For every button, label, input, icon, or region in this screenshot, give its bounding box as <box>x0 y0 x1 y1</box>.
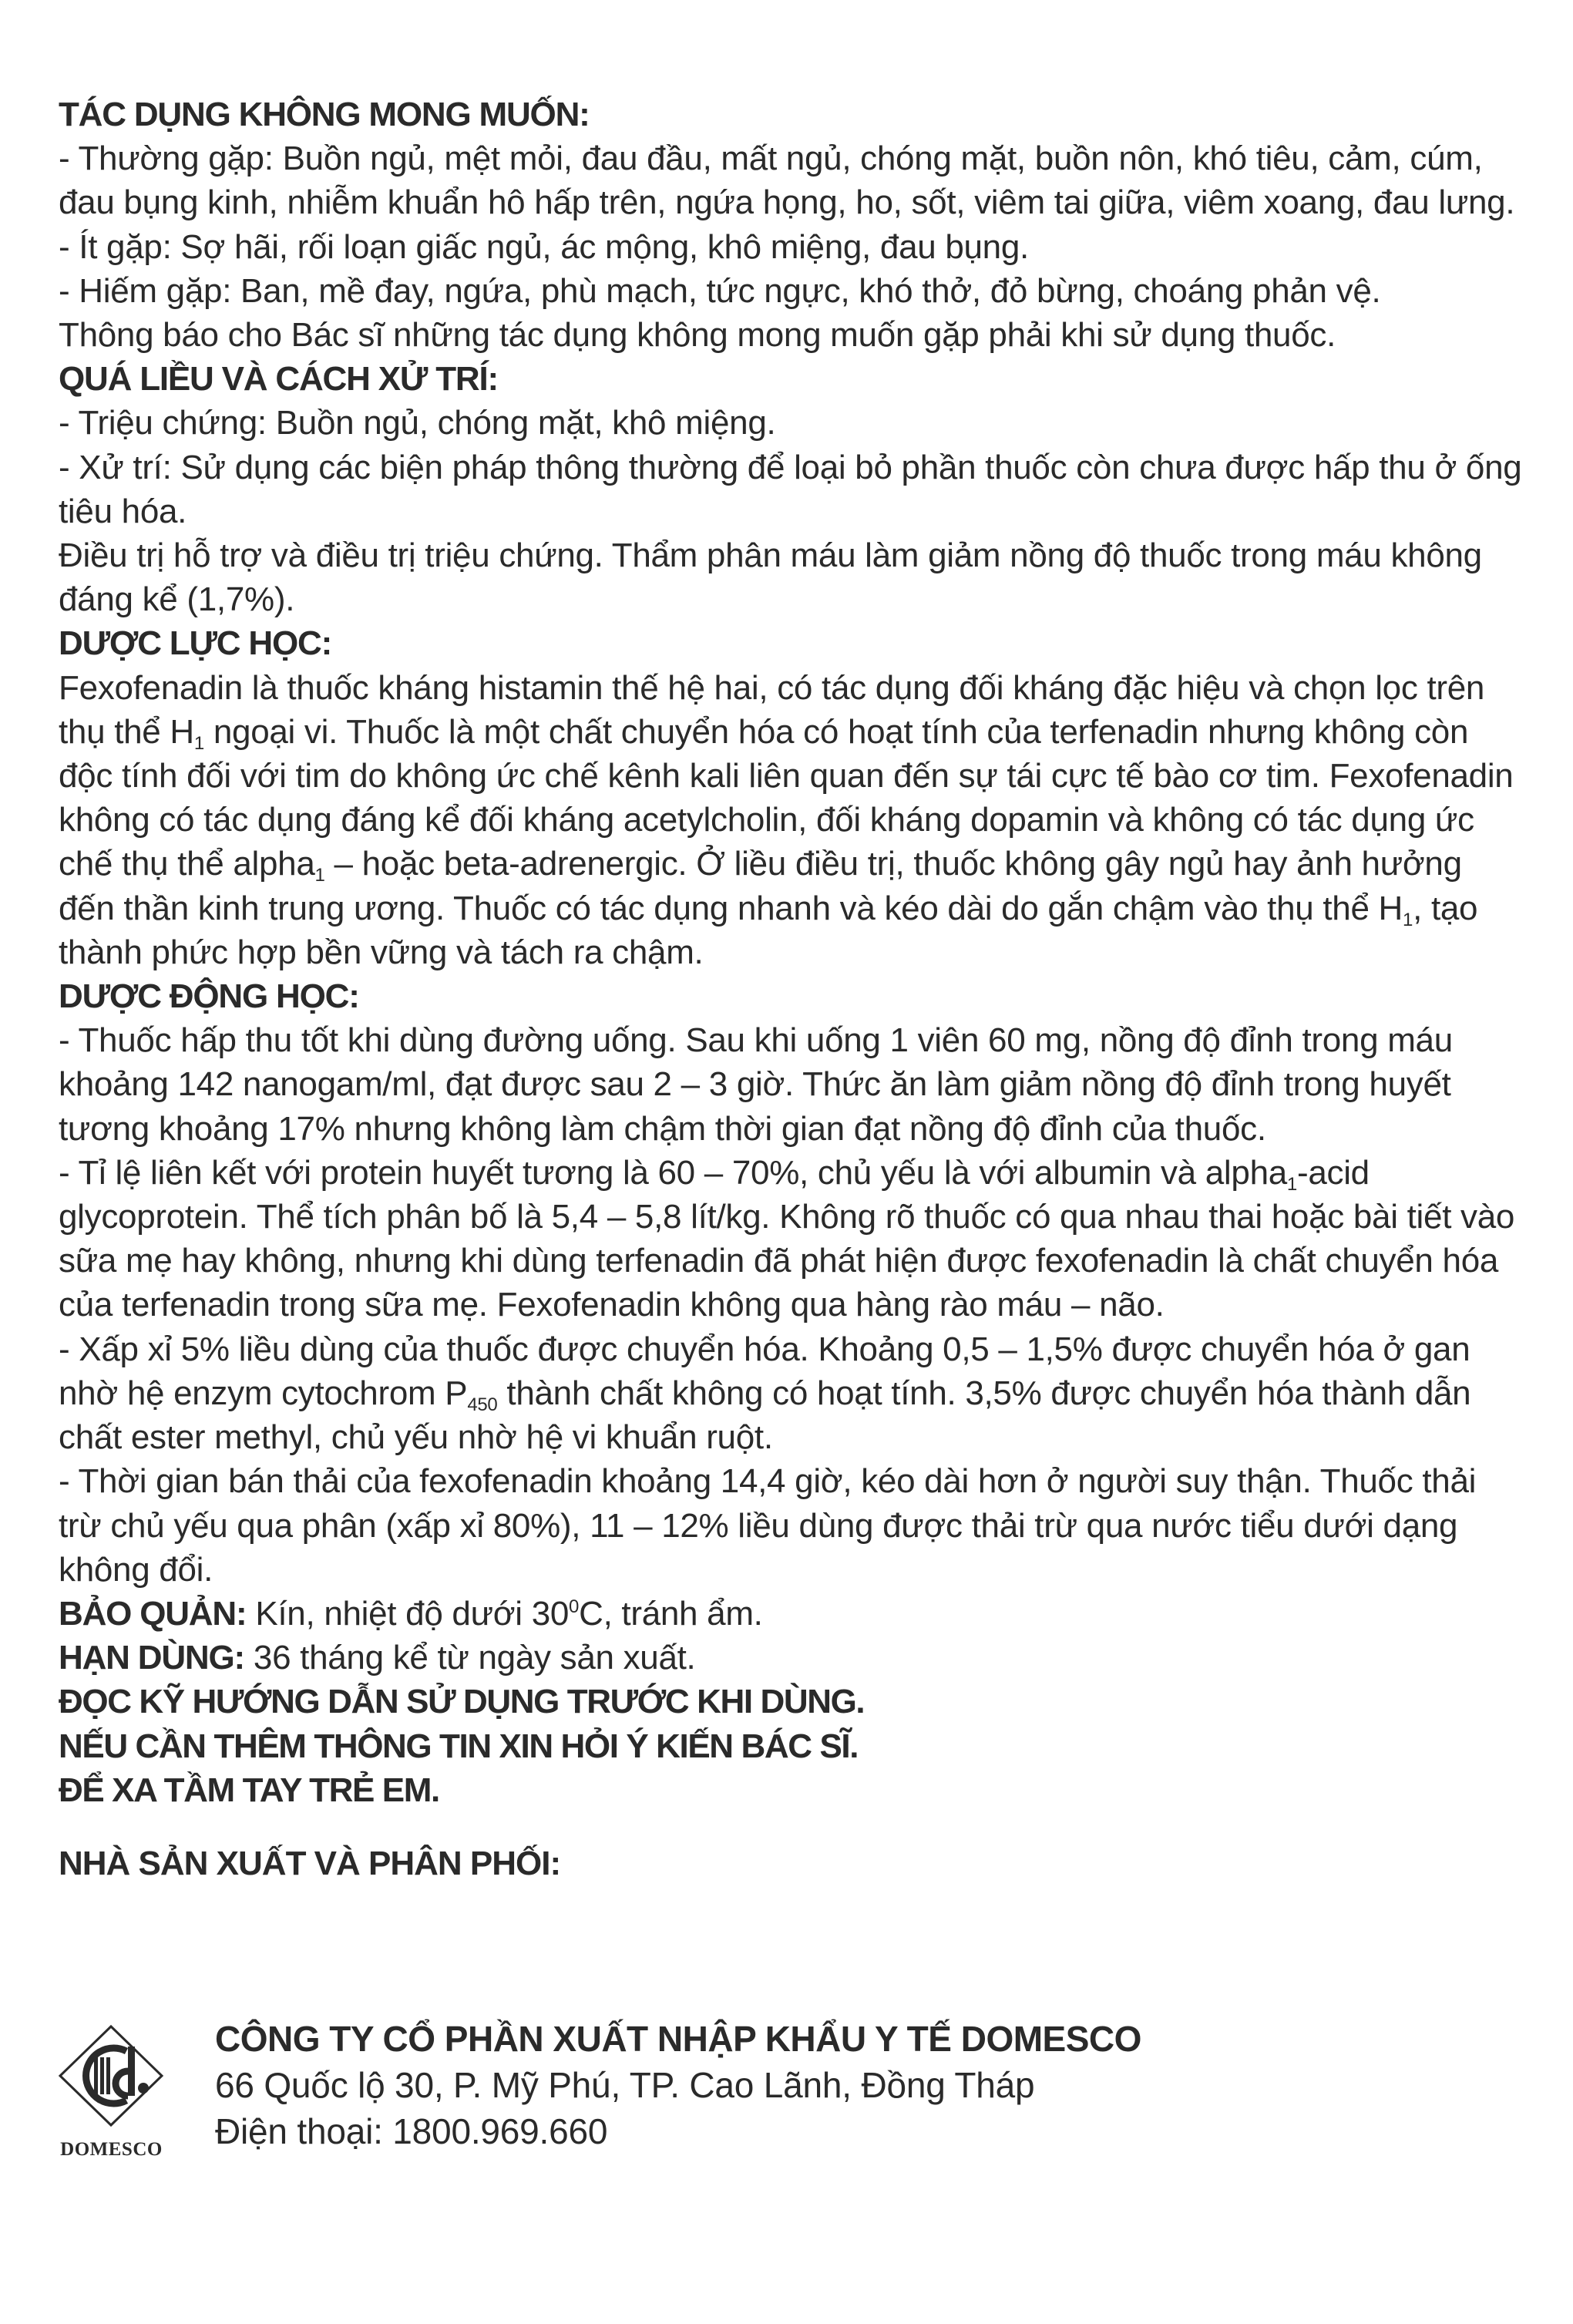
manufacturer-heading: NHÀ SẢN XUẤT VÀ PHÂN PHỐI: <box>59 1844 561 1882</box>
storage-line <box>59 1592 1523 1636</box>
subscript: 450 <box>467 1394 498 1415</box>
domesco-logo <box>55 2023 179 2178</box>
pharmacodynamics-text <box>59 666 1523 974</box>
pharmacokinetics-elimination: - Thời gian bán thải của fexofenadin khoảng 14,4 giờ, kéo dài hơn ở người suy thận. Thuốc thải trừ chủ yếu qua phân (xấp xỉ 80%), 11 – 12% liều dùng được thải trừ qua nước tiểu dưới dạng không đổi. <box>59 1462 1477 1589</box>
pharmacokinetics-text-part: - Xấp xỉ 5% liều dùng của thuốc được chuyển hóa. Khoảng 0,5 – 1,5% được chuyển hóa ở gan nhờ hệ enzym cytochrom P <box>59 1330 1470 1412</box>
subscript: 1 <box>314 865 325 886</box>
logo-caption: DOMESCO <box>60 2139 163 2160</box>
company-address: 66 Quốc lộ 30, P. Mỹ Phú, TP. Cao Lãnh, Đồng Tháp <box>215 2065 1035 2105</box>
pharmacodynamics-heading: DƯỢC LỰC HỌC: <box>59 624 332 663</box>
expiry-line <box>59 1636 1523 1680</box>
expiry-label: HẠN DÙNG: <box>59 1639 244 1677</box>
pharmacokinetics-metabolism <box>59 1327 1523 1460</box>
warning-read-instructions: ĐỌC KỸ HƯỚNG DẪN SỬ DỤNG TRƯỚC KHI DÙNG. <box>59 1683 865 1721</box>
warning-ask-doctor: NẾU CẦN THÊM THÔNG TIN XIN HỎI Ý KIẾN BÁC SĨ. <box>59 1727 859 1765</box>
pharmacokinetics-text-part: thành chất không có hoạt tính. 3,5% được chuyển hóa thành dẫn chất ester methyl, chủ yếu nhờ hệ vi khuẩn ruột. <box>59 1374 1471 1457</box>
side-effects-rare: - Hiếm gặp: Ban, mề đay, ngứa, phù mạch, tức ngực, khó thở, đỏ bừng, choáng phản vệ. <box>59 271 1381 310</box>
overdose-support: Điều trị hỗ trợ và điều trị triệu chứng. Thẩm phân máu làm giảm nồng độ thuốc trong máu không đáng kể (1,7%). <box>59 536 1482 619</box>
side-effects-heading: TÁC DỤNG KHÔNG MONG MUỐN: <box>59 96 590 133</box>
storage-text: C, tránh ẩm. <box>579 1594 763 1633</box>
domesco-logo-icon <box>55 2023 171 2131</box>
overdose-heading: QUÁ LIỀU VÀ CÁCH XỬ TRÍ: <box>59 360 498 399</box>
company-name: CÔNG TY CỔ PHẦN XUẤT NHẬP KHẨU Y TẾ DOMESCO <box>215 2019 1141 2059</box>
pharmacokinetics-text-part: - Tỉ lệ liên kết với protein huyết tương là 60 – 70%, chủ yếu là với albumin và alpha <box>59 1153 1287 1192</box>
manufacturer-block <box>59 2016 1523 2232</box>
pharmacodynamics-text-part: Fexofenadin là thuốc kháng histamin thế hệ hai, có tác dụng đối kháng đặc hiệu và chọn lọc trên thụ thể H <box>59 668 1485 751</box>
overdose-symptoms: - Triệu chứng: Buồn ngủ, chóng mặt, khô miệng. <box>59 404 776 442</box>
side-effects-notice: Thông báo cho Bác sĩ những tác dụng không mong muốn gặp phải khi sử dụng thuốc. <box>59 316 1336 355</box>
pharmacodynamics-text-part: ngoại vi. Thuốc là một chất chuyển hóa có hoạt tính của terfenadin nhưng không còn độc tính đối với tim do không ức chế kênh kali liên quan đến sự tái cực tế bào cơ tim. Fexofenadin không có tác dụng đáng kể đối kháng acetylcholin, đối kháng dopamin và không có tác dụng ức chế thụ thể alpha <box>59 712 1514 883</box>
storage-label: BẢO QUẢN: <box>59 1594 247 1633</box>
overdose-treatment: - Xử trí: Sử dụng các biện pháp thông thường để loại bỏ phần thuốc còn chưa được hấp thu ở ống tiêu hóa. <box>59 448 1522 530</box>
superscript: 0 <box>569 1596 580 1617</box>
leaflet-page <box>59 92 1523 1885</box>
subscript: 1 <box>1403 909 1413 930</box>
warning-keep-away-children: ĐỂ XA TẦM TAY TRẺ EM. <box>59 1771 439 1809</box>
company-details <box>215 2016 1141 2154</box>
pharmacodynamics-text-part: – hoặc beta-adrenergic. Ở liều điều trị, thuốc không gây ngủ hay ảnh hưởng đến thần kinh trung ương. Thuốc có tác dụng nhanh và kéo dài do gắn chậm vào thụ thể H <box>59 845 1462 927</box>
storage-text: Kín, nhiệt độ dưới 30 <box>246 1594 570 1633</box>
side-effects-common: - Thường gặp: Buồn ngủ, mệt mỏi, đau đầu, mất ngủ, chóng mặt, buồn nôn, khó tiêu, cảm, cúm, đau bụng kinh, nhiễm khuẩn hô hấp trên, ngứa họng, ho, sốt, viêm tai giữa, viêm xoang, đau lưng. <box>59 140 1515 222</box>
subscript: 1 <box>1286 1173 1297 1195</box>
company-phone: Điện thoại: 1800.969.660 <box>215 2111 608 2151</box>
pharmacodynamics-text-part: , tạo thành phức hợp bền vững và tách ra chậm. <box>59 889 1478 971</box>
pharmacokinetics-heading: DƯỢC ĐỘNG HỌC: <box>59 977 359 1016</box>
subscript: 1 <box>193 732 204 754</box>
pharmacokinetics-binding <box>59 1151 1523 1327</box>
side-effects-uncommon: - Ít gặp: Sợ hãi, rối loạn giấc ngủ, ác mộng, khô miệng, đau bụng. <box>59 227 1029 266</box>
expiry-text: 36 tháng kể từ ngày sản xuất. <box>244 1639 696 1677</box>
pharmacokinetics-absorption: - Thuốc hấp thu tốt khi dùng đường uống. Sau khi uống 1 viên 60 mg, nồng độ đỉnh trong máu khoảng 142 nanogam/ml, đạt được sau 2 – 3 giờ. Thức ăn làm giảm nồng độ đỉnh trong huyết tương khoảng 17% nhưng không làm chậm thời gian đạt nồng độ đỉnh của thuốc. <box>59 1021 1453 1148</box>
pharmacokinetics-text-part: -acid glycoprotein. Thể tích phân bố là 5,4 – 5,8 lít/kg. Không rõ thuốc có qua nhau thai hoặc bài tiết vào sữa mẹ hay không, nhưng khi dùng terfenadin đã phát hiện được fexofenadin là chất chuyển hóa của terfenadin trong sữa mẹ. Fexofenadin không qua hàng rào máu – não. <box>59 1153 1515 1324</box>
